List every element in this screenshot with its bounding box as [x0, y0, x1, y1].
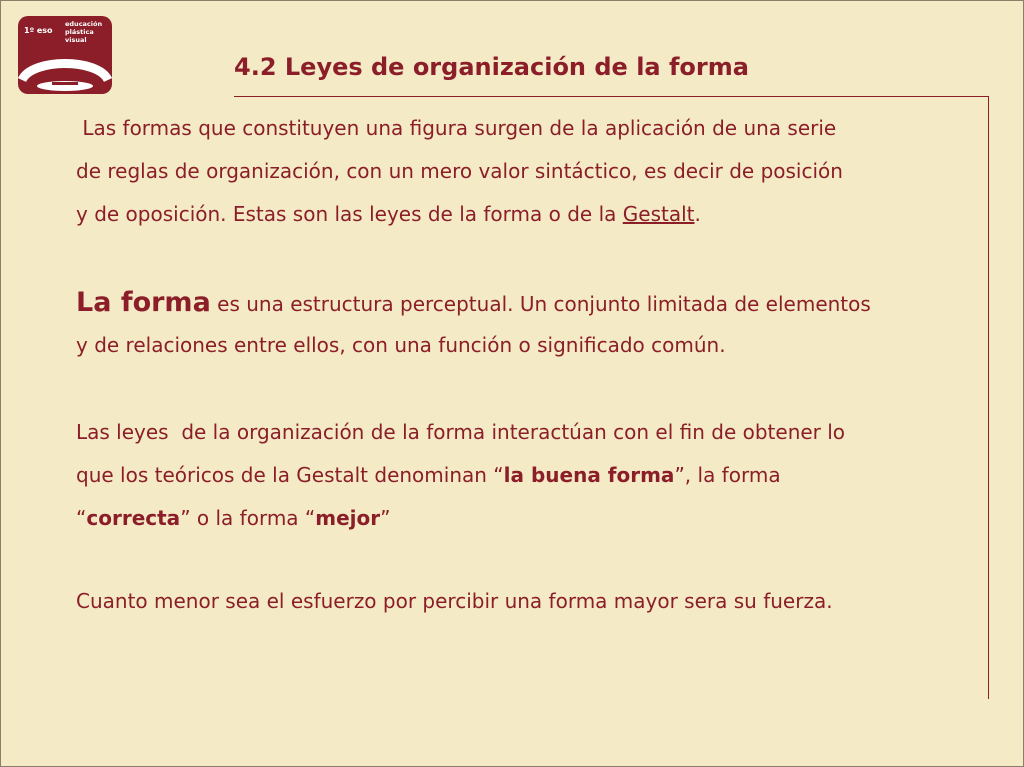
logo-course-label: 1º eso [24, 26, 53, 35]
right-divider [988, 96, 989, 699]
eso-logo [18, 16, 112, 94]
definition-lead: La forma [76, 287, 211, 318]
conclusion-line-1: Cuanto menor sea el esfuerzo por percibir una forma mayor sera su fuerza. [76, 589, 833, 613]
laws-quote-close: ” [380, 506, 391, 530]
title-divider [234, 96, 989, 97]
laws-line-3-mid: ” o la forma “ [180, 506, 316, 530]
intro-line-3 [76, 193, 843, 236]
gestalt-link[interactable]: Gestalt [622, 202, 695, 226]
mejor-term: mejor [315, 506, 381, 530]
paragraph-definition [76, 281, 871, 367]
logo-line-3: visual [65, 36, 87, 44]
buena-forma-term: la buena forma [503, 463, 675, 487]
intro-line-3-end: . [694, 202, 701, 226]
laws-line-2-pre: que los teóricos de la Gestalt denominan “ [76, 463, 504, 487]
definition-line-1 [76, 281, 871, 324]
definition-line-1-rest: es una estructura perceptual. Un conjunto limitada de elementos [210, 292, 871, 316]
definition-line-2: y de relaciones entre ellos, con una función o significado común. [76, 333, 726, 357]
laws-line-3 [76, 497, 845, 540]
laws-line-2-post: ”, la forma [674, 463, 781, 487]
laws-quote-open: “ [76, 506, 87, 530]
paragraph-intro [76, 107, 843, 236]
laws-line-2 [76, 454, 845, 497]
logo-line-2: plástica [65, 28, 94, 36]
intro-line-2: de reglas de organización, con un mero valor sintáctico, es decir de posición [76, 159, 843, 183]
intro-line-3-text: y de oposición. Estas son las leyes de la forma o de la [76, 202, 623, 226]
paragraph-laws [76, 411, 845, 540]
paragraph-conclusion [76, 580, 833, 623]
correcta-term: correcta [86, 506, 181, 530]
logo-line-1: educación [65, 20, 103, 28]
laws-line-1: Las leyes de la organización de la forma interactúan con el fin de obtener lo [76, 420, 846, 444]
slide-title: 4.2 Leyes de organización de la forma [234, 53, 749, 81]
intro-line-1: Las formas que constituyen una figura surgen de la aplicación de una serie [76, 116, 837, 140]
